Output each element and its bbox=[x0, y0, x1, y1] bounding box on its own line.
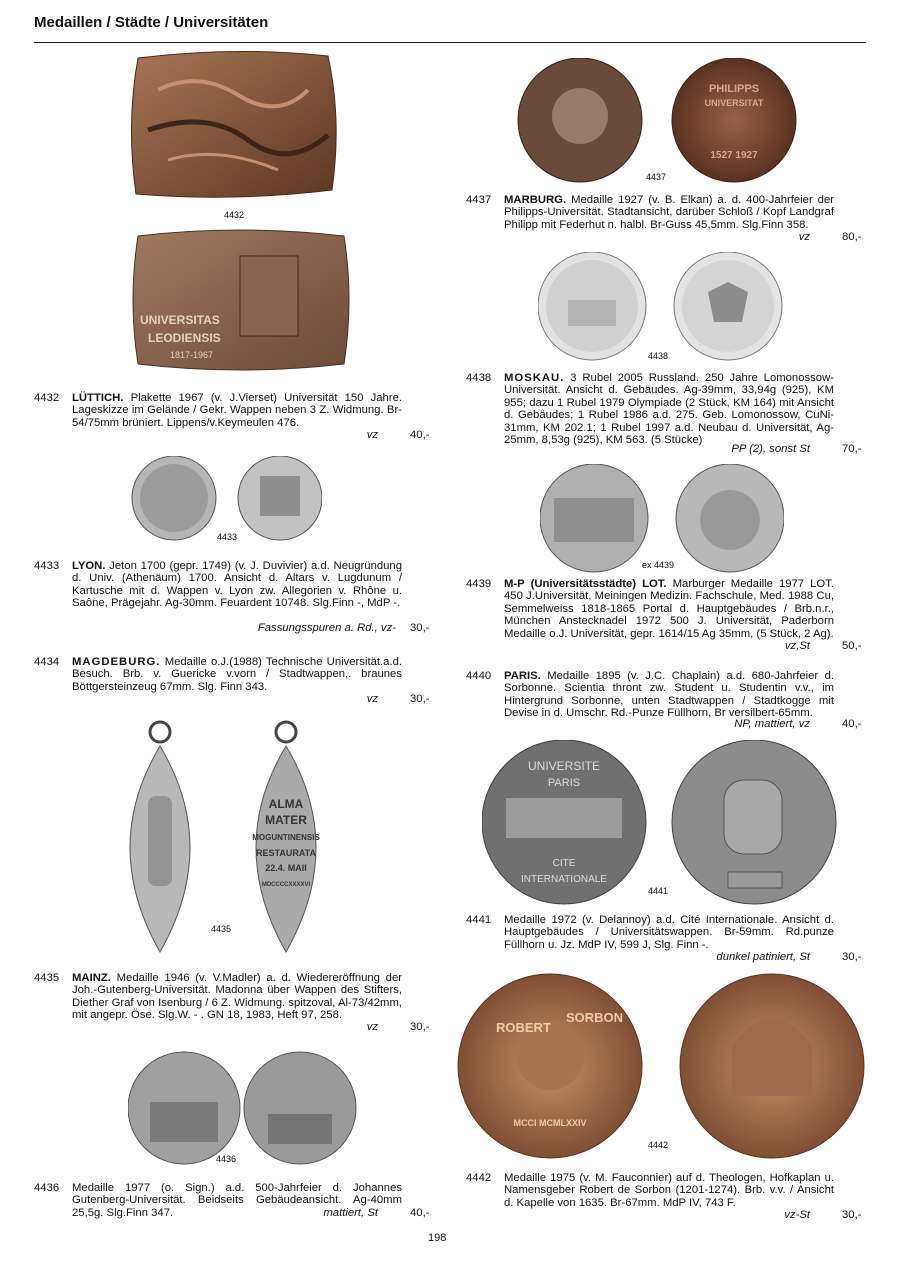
lot-condition: PP (2), sonst St bbox=[731, 443, 810, 455]
lot-4433 bbox=[34, 560, 432, 636]
lot-title: LÜTTICH. bbox=[72, 392, 124, 404]
lot-condition: vz bbox=[366, 1021, 378, 1033]
lot-description bbox=[504, 372, 834, 446]
svg-text:INTERNATIONALE: INTERNATIONALE bbox=[521, 874, 607, 885]
caption-4439: ex 4439 bbox=[642, 560, 675, 570]
caption-4437: 4437 bbox=[646, 172, 667, 182]
lot-title: M-P (Universitätsstädte) LOT. bbox=[504, 578, 667, 590]
svg-text:MDCCCCXXXXVI: MDCCCCXXXXVI bbox=[261, 882, 311, 888]
lot-text: Marburger Medaille 1977 LOT. 450 J.Universität, Meiningen Medizin. Fachschule, Med. 1988 Cu, Semmelweiss 1818-1865 Portal d. Hauptgebäudes / Brb.n.r., München Anstecknadel 1972 500 J. Universität, Paderborn Medaille o.J. Universität, gepr. 1614/15 Ag 35mm, (5 Stück, 2 Ag). bbox=[504, 578, 834, 640]
lot-price: 50,- bbox=[842, 640, 862, 652]
lot-4442 bbox=[466, 1172, 864, 1224]
lot-number: 4437 bbox=[466, 194, 492, 206]
svg-text:UNIVERSITAS: UNIVERSITAS bbox=[140, 313, 220, 327]
lot-description bbox=[504, 194, 834, 231]
lot-4432 bbox=[34, 392, 432, 442]
lot-price: 30,- bbox=[842, 951, 862, 963]
lot-price: 40,- bbox=[410, 429, 430, 441]
lot-condition: dunkel patiniert, St bbox=[716, 951, 810, 963]
lot-4437 bbox=[466, 194, 864, 244]
lot-text: Medaille 1895 (v. J.C. Chaplain) a.d. 680-Jahrfeier d. Sorbonne. Scientia thront zw. Student u. Studentin v.v., im Hintergrund Sorbonne, unten Stadtwappen / Stadtkogge mit Devise in d. Umschr. Rd.-Punze Füllhorn, Br versilbert-65mm. bbox=[504, 670, 834, 720]
lot-number: 4441 bbox=[466, 914, 492, 926]
lot-4439 bbox=[466, 578, 864, 654]
lot-condition: vz,St bbox=[784, 640, 810, 652]
svg-text:MATER: MATER bbox=[265, 813, 307, 827]
svg-text:PARIS: PARIS bbox=[547, 777, 581, 789]
lot-condition: vz bbox=[798, 231, 810, 243]
lot-description bbox=[72, 560, 402, 610]
lot-price: 30,- bbox=[410, 622, 430, 634]
svg-text:PHILIPPS: PHILIPPS bbox=[708, 83, 760, 95]
title-divider bbox=[34, 42, 866, 43]
lot-4435 bbox=[34, 972, 432, 1036]
lot-number: 4433 bbox=[34, 560, 60, 572]
lot-4440 bbox=[466, 670, 864, 734]
lot-title: LYON. bbox=[72, 560, 106, 572]
lot-condition: NP, mattiert, vz bbox=[734, 718, 810, 730]
lot-description bbox=[72, 392, 402, 429]
lot-text: Medaille 1977 (o. Sign.) a.d. 500-Jahrfeier d. Johannes Gutenberg-Universität. Beidseits Gebäudeansicht. Ag-40mm 25,5g. Slg.Finn 347. bbox=[72, 1182, 402, 1219]
svg-text:1527 1927: 1527 1927 bbox=[710, 150, 758, 161]
lot-text: 3 Rubel 2005 Russland. 250 Jahre Lomonossow-Universität. Ansicht d. Gebäudes. Ag-39mm, 33,94g (925), KM 955; dazu 1 Rubel 1979 Olympiade (2 Stück, KM 164) mit Ansicht d. Gebäudes; 1 Rubel 1986 a.d. 275. Geb. Lomonossow, CuNi-31mm, KM 202.1; 1 Rubel 1997 a.d. Neubau d. Universität, Ag-25mm, 8,53g (925), KM 563. (5 Stücke) bbox=[504, 372, 835, 447]
lot-4436 bbox=[34, 1182, 432, 1220]
svg-text:22.4. MAII: 22.4. MAII bbox=[265, 863, 307, 873]
lot-number: 4438 bbox=[466, 372, 492, 384]
lot-price: 40,- bbox=[410, 1207, 430, 1219]
svg-text:UNIVERSITE: UNIVERSITE bbox=[527, 759, 601, 773]
svg-text:ROBERT: ROBERT bbox=[496, 1020, 551, 1035]
medal-4435 bbox=[98, 716, 348, 956]
caption-4435: 4435 bbox=[211, 924, 232, 934]
medal-4437 bbox=[516, 58, 806, 184]
page-title: Medaillen / Städte / Universitäten bbox=[34, 14, 269, 31]
lot-text: Medaille 1946 (v. V.Madler) a. d. Wiedereröffnung der Joh.-Gutenberg-Universität. Madonna über Wappen des Stifters, Diether Graf von Isenburg / 6 Z. Widmung. spitzoval, Al-73/42mm, mit angepr. Öse. Slg.W. - . GN 18, 1983, Heft 97, 258. bbox=[72, 972, 403, 1022]
caption-4433: 4433 bbox=[217, 532, 238, 542]
lot-4441 bbox=[466, 914, 864, 964]
plaque-4432-reverse bbox=[130, 226, 352, 374]
lot-description bbox=[72, 656, 402, 693]
medal-4442 bbox=[456, 972, 866, 1160]
svg-text:MCCI MCMLXXIV: MCCI MCMLXXIV bbox=[513, 1118, 587, 1128]
svg-text:MOGUNTINENSIS: MOGUNTINENSIS bbox=[252, 833, 320, 842]
caption-4438: 4438 bbox=[648, 351, 669, 361]
svg-text:ALMA: ALMA bbox=[268, 797, 304, 811]
page-number: 198 bbox=[428, 1232, 447, 1244]
svg-text:RESTAURATA: RESTAURATA bbox=[256, 848, 316, 858]
lot-text: Medaille o.J.(1988) Technische Universität.a.d. Besuch. Brb. v. Guericke v.vorn / Stadtwappen,. braunes Böttgersteinzeug 67mm. Slg. Finn 343. bbox=[72, 656, 403, 693]
lot-condition: vz bbox=[366, 429, 378, 441]
lot-condition: vz-St bbox=[784, 1209, 810, 1221]
lot-description bbox=[504, 578, 834, 640]
lot-number: 4442 bbox=[466, 1172, 492, 1184]
lot-text: Medaille 1972 (v. Delannoy) a.d. Cité Internationale. Ansicht d. Hauptgebäudes / Universitätswappen. Br-59mm. Rd.punze Füllhorn u. Jz. MdP IV, 599 J, Slg. Finn -. bbox=[504, 914, 834, 951]
lot-price: 30,- bbox=[410, 1021, 430, 1033]
lot-text: Plakette 1967 (v. J.Vierset) Universität 150 Jahre. Lageskizze im Gelände / Gekr. Wappen neben 3 Z. Widmung. Br-54/75mm brüniert. Lippens/v.Keymeulen 476. bbox=[72, 392, 402, 429]
lot-title: MARBURG. bbox=[504, 194, 567, 206]
lot-number: 4439 bbox=[466, 578, 492, 590]
lot-description bbox=[504, 1172, 834, 1209]
plaque-4432-obverse bbox=[128, 50, 340, 200]
lot-condition: mattiert, St bbox=[323, 1207, 378, 1219]
lot-number: 4432 bbox=[34, 392, 60, 404]
lot-condition: vz bbox=[366, 693, 378, 705]
caption-4436: 4436 bbox=[216, 1154, 237, 1164]
caption-4432: 4432 bbox=[224, 210, 245, 220]
jeton-4433 bbox=[130, 456, 322, 544]
svg-text:LEODIENSIS: LEODIENSIS bbox=[148, 331, 221, 345]
lot-number: 4440 bbox=[466, 670, 492, 682]
lot-title: MAGDEBURG. bbox=[72, 656, 161, 668]
lot-price: 30,- bbox=[842, 1209, 862, 1221]
lot-description bbox=[72, 972, 402, 1022]
medal-4439 bbox=[540, 464, 784, 574]
lot-price: 40,- bbox=[842, 718, 862, 730]
lot-description bbox=[504, 670, 834, 720]
lot-price: 30,- bbox=[410, 693, 430, 705]
lot-condition: Fassungsspuren a. Rd., vz- bbox=[257, 622, 396, 634]
lot-4438 bbox=[466, 372, 864, 460]
lot-text: Jeton 1700 (gepr. 1749) (v. J. Duvivier) a.d. Neugründung d. Univ. (Athenäum) 1700. Ansicht d. Altars v. Lugdunum / Kartusche mit d. Wappen v. Lyon zw. Allegorien v. Rhône u. Saône, Prägejahr. Ag-30mm. Feuardent 10748. Slg.Finn -, MdP -. bbox=[72, 560, 402, 610]
lot-title: MOSKAU. bbox=[504, 372, 565, 384]
caption-4442: 4442 bbox=[648, 1140, 669, 1150]
medal-4441 bbox=[482, 740, 838, 906]
lot-description bbox=[504, 914, 834, 951]
lot-text: Medaille 1927 (v. B. Elkan) a. d. 400-Jahrfeier der Philipps-Universität. Stadtansicht, darüber Schloß / Kopf Landgraf Philipp mit Federhut n. halbl. Br-Guss 45,5mm. Slg.Finn 358. bbox=[504, 194, 835, 231]
lot-price: 80,- bbox=[842, 231, 862, 243]
lot-number: 4434 bbox=[34, 656, 60, 668]
svg-text:SORBON: SORBON bbox=[566, 1010, 624, 1025]
lot-title: MAINZ. bbox=[72, 972, 111, 984]
lot-price: 70,- bbox=[842, 443, 862, 455]
lot-number: 4435 bbox=[34, 972, 60, 984]
lot-text: Medaille 1975 (v. M. Fauconnier) auf d. Theologen, Hofkaplan u. Namensgeber Robert de Sorbon (1201-1274). Brb. v.v. / Ansicht d. Kapelle von 1635. Br-67mm. MdP IV, 743 F. bbox=[504, 1172, 834, 1209]
caption-4441: 4441 bbox=[648, 886, 669, 896]
lot-number: 4436 bbox=[34, 1182, 60, 1194]
lot-4434 bbox=[34, 656, 432, 706]
coin-4438 bbox=[538, 252, 784, 362]
lot-title: PARIS. bbox=[504, 670, 541, 682]
svg-text:1817-1967: 1817-1967 bbox=[170, 350, 214, 360]
svg-text:CITE: CITE bbox=[552, 858, 576, 869]
medal-4436 bbox=[128, 1050, 358, 1168]
svg-text:UNIVERSITAT: UNIVERSITAT bbox=[704, 98, 764, 108]
